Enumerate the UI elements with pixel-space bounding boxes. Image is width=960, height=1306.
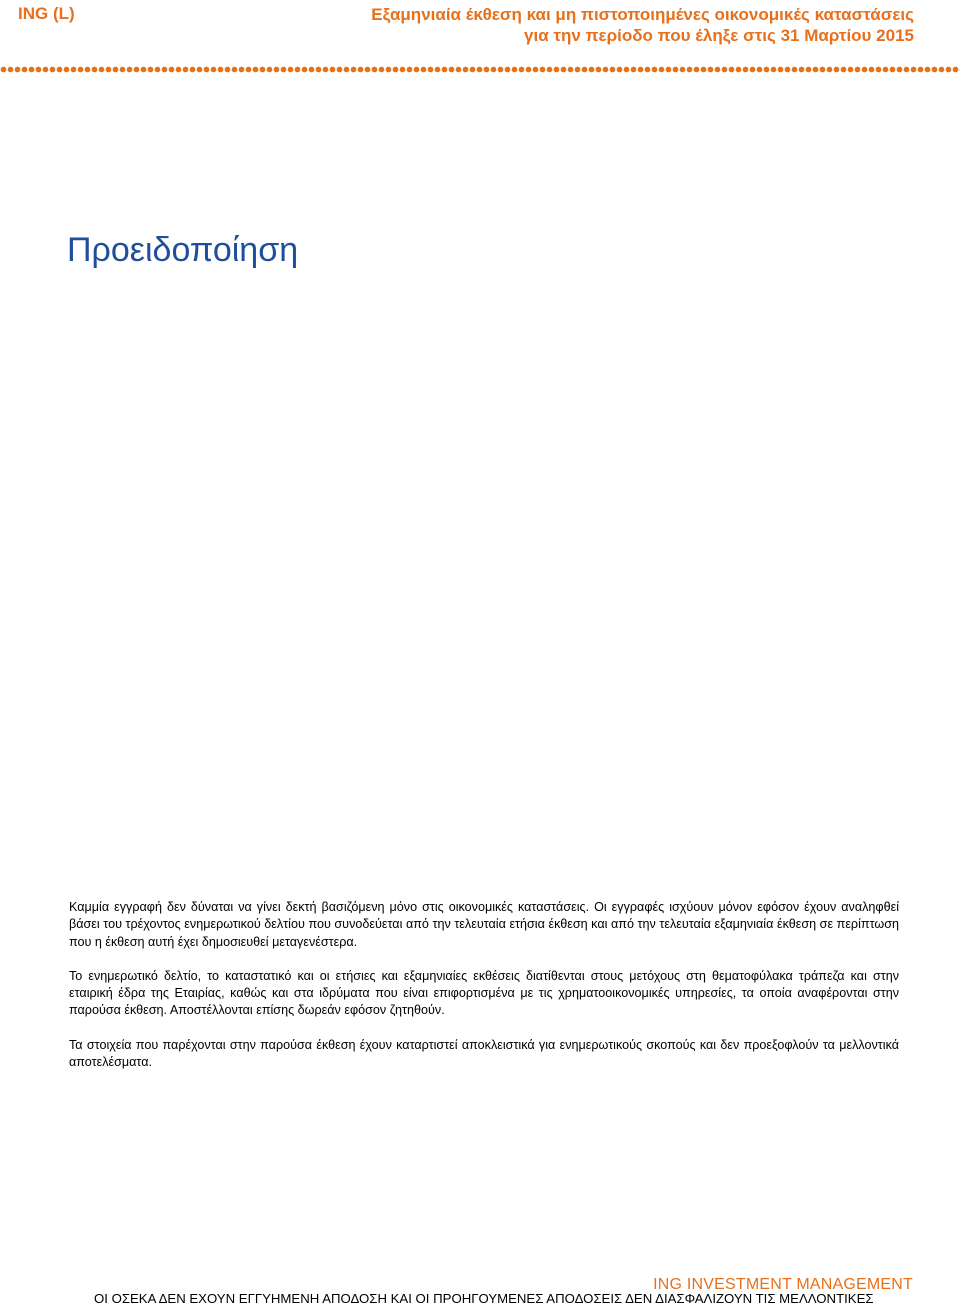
warning-paragraph: Καμμία εγγραφή δεν δύναται να γίνει δεκτή βασιζόμενη μόνο στις οικονομικές καταστάσεις. Οι εγγραφές ισχύουν μόνον εφόσον έχουν αναληφθεί βάσει του τρέχοντος ενημερωτικού δελτίου που συνοδεύεται από την τελευταία ετήσια έκθεση και από την τελευταία εξαμηνιαία έκθεση σε περίπτωση που η έκθεση αυτή έχει δημοσιευθεί μεταγενέστερα. xyxy=(69,900,899,949)
company-name: ING (L) xyxy=(18,4,75,23)
report-header xyxy=(371,4,914,46)
warning-paragraph: Το ενημερωτικό δελτίο, το καταστατικό και οι ετήσιες και εξαμηνιαίες εκθέσεις διατίθενται στους μετόχους στη θεματοφύλακα τράπεζα και στην εταιρική έδρα της Εταιρίας, καθώς και στα ιδρύματα που είναι επιφορτισμένα με τις χρηματοοικονομικές υπηρεσίες, τα οποία αναφέρονται στην παρούσα έκθεση. Αποστέλλονται επίσης δωρεάν εφόσον ζητηθούν. xyxy=(69,968,899,1018)
warning-body xyxy=(69,899,899,1088)
footer-disclaimer: ΟΙ ΟΣΕΚΑ ΔΕΝ ΕΧΟΥΝ ΕΓΓΥΗΜΕΝΗ ΑΠΟΔΟΣΗ ΚΑΙ ΟΙ ΠΡΟΗΓΟΥΜΕΝΕΣ ΑΠΟΔΟΣΕΙΣ ΔΕΝ ΔΙΑΣΦΑΛΙΖΟΥΝ ΤΙΣ ΜΕΛΛΟΝΤΙΚΕΣ xyxy=(94,1291,874,1306)
page-title: Προειδοποίηση xyxy=(67,230,299,269)
report-title: Εξαμηνιαία έκθεση και μη πιστοποιημένες οικονομικές καταστάσεις xyxy=(371,5,914,24)
dotted-divider xyxy=(0,66,960,74)
report-period: για την περίοδο που έληξε στις 31 Μαρτίου 2015 xyxy=(524,26,914,45)
warning-paragraph: Τα στοιχεία που παρέχονται στην παρούσα έκθεση έχουν καταρτιστεί αποκλειστικά για ενημερωτικούς σκοπούς και δεν προεξοφλούν τα μελλοντικά αποτελέσματα. xyxy=(69,1037,899,1070)
footer-brand: ING INVESTMENT MANAGEMENT xyxy=(653,1276,913,1293)
